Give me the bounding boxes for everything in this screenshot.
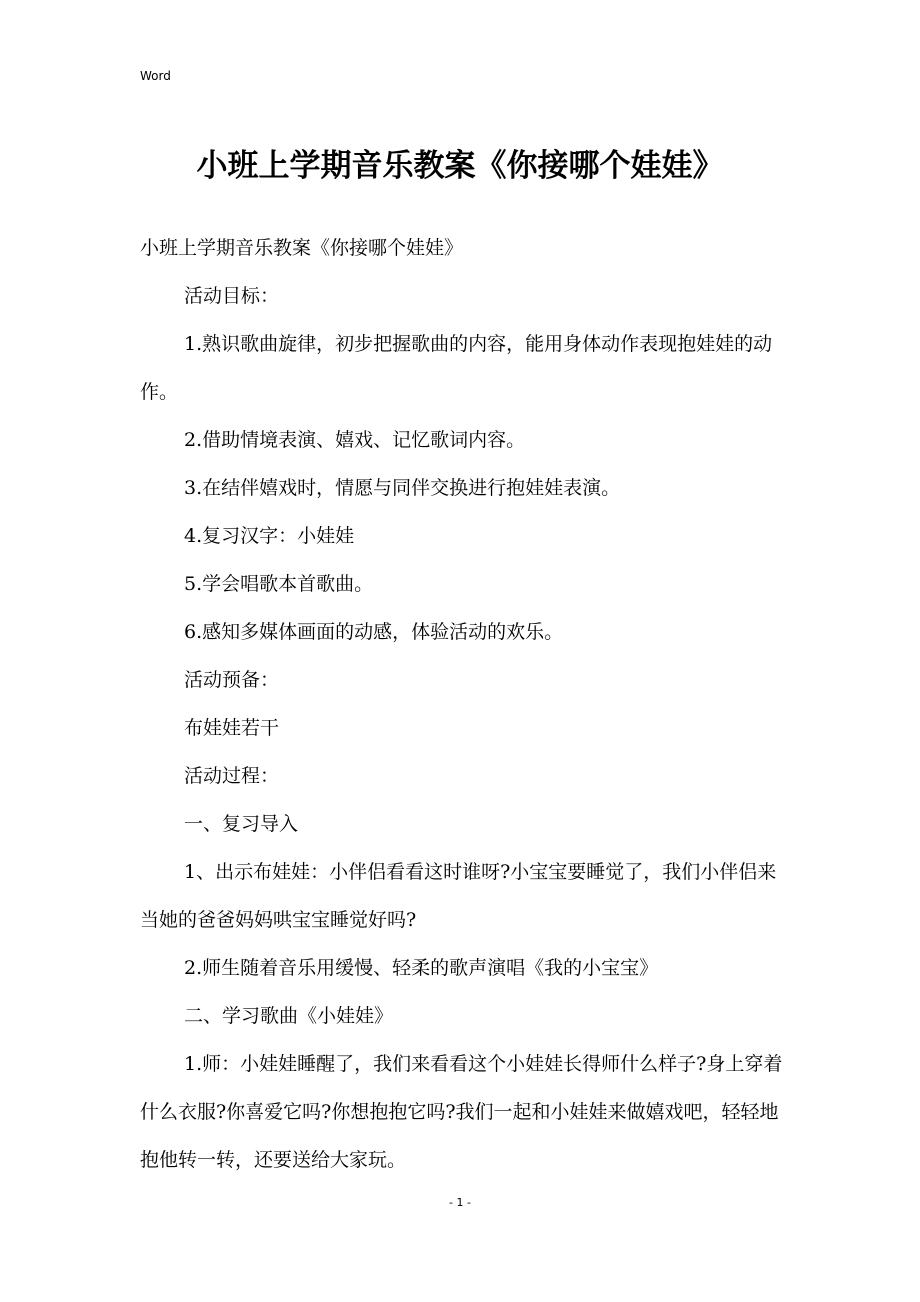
paragraph-step-2-1: 1.师：小娃娃睡醒了，我们来看看这个小娃娃长得师什么样子?身上穿着什么衣服?你喜爱它吗?你想抱抱它吗?我们一起和小娃娃来做嬉戏吧，轻轻地抱他转一转，还要送给大家玩。 (140, 1053, 783, 1171)
paragraph-prep-heading: 活动预备： (184, 669, 280, 691)
paragraph-subtitle: 小班上学期音乐教案《你接哪个娃娃》 (140, 237, 464, 259)
document-body (140, 224, 784, 1184)
paragraph-process-heading: 活动过程： (184, 765, 280, 787)
paragraph-goal-2: 2.借助情境表演、嬉戏、记忆歌词内容。 (184, 429, 526, 451)
paragraph-goal-4: 4.复习汉字：小娃娃 (184, 525, 355, 547)
paragraph-section-2: 二、学习歌曲《小娃娃》 (184, 1005, 394, 1027)
paragraph-step-1-1: 1、出示布娃娃：小伴侣看看这时谁呀?小宝宝要睡觉了，我们小伴侣来当她的爸爸妈妈哄宝宝睡觉好吗? (140, 861, 777, 931)
paragraph-goal-6: 6.感知多媒体画面的动感，体验活动的欢乐。 (184, 621, 564, 643)
page-number: - 1 - (449, 1196, 471, 1209)
paragraph-goals-heading: 活动目标： (184, 285, 280, 307)
document-title: 小班上学期音乐教案《你接哪个娃娃》 (196, 148, 724, 184)
paragraph-goal-3: 3.在结伴嬉戏时，情愿与同伴交换进行抱娃娃表演。 (184, 477, 621, 499)
paragraph-step-1-2: 2.师生随着音乐用缓慢、轻柔的歌声演唱《我的小宝宝》 (184, 957, 659, 979)
paragraph-section-1: 一、复习导入 (184, 813, 299, 835)
header-label: Word (140, 69, 171, 83)
paragraph-goal-5: 5.学会唱歌本首歌曲。 (184, 573, 374, 595)
paragraph-prep-items: 布娃娃若干 (184, 717, 280, 739)
paragraph-goal-1: 1.熟识歌曲旋律，初步把握歌曲的内容，能用身体动作表现抱娃娃的动作。 (140, 333, 773, 403)
